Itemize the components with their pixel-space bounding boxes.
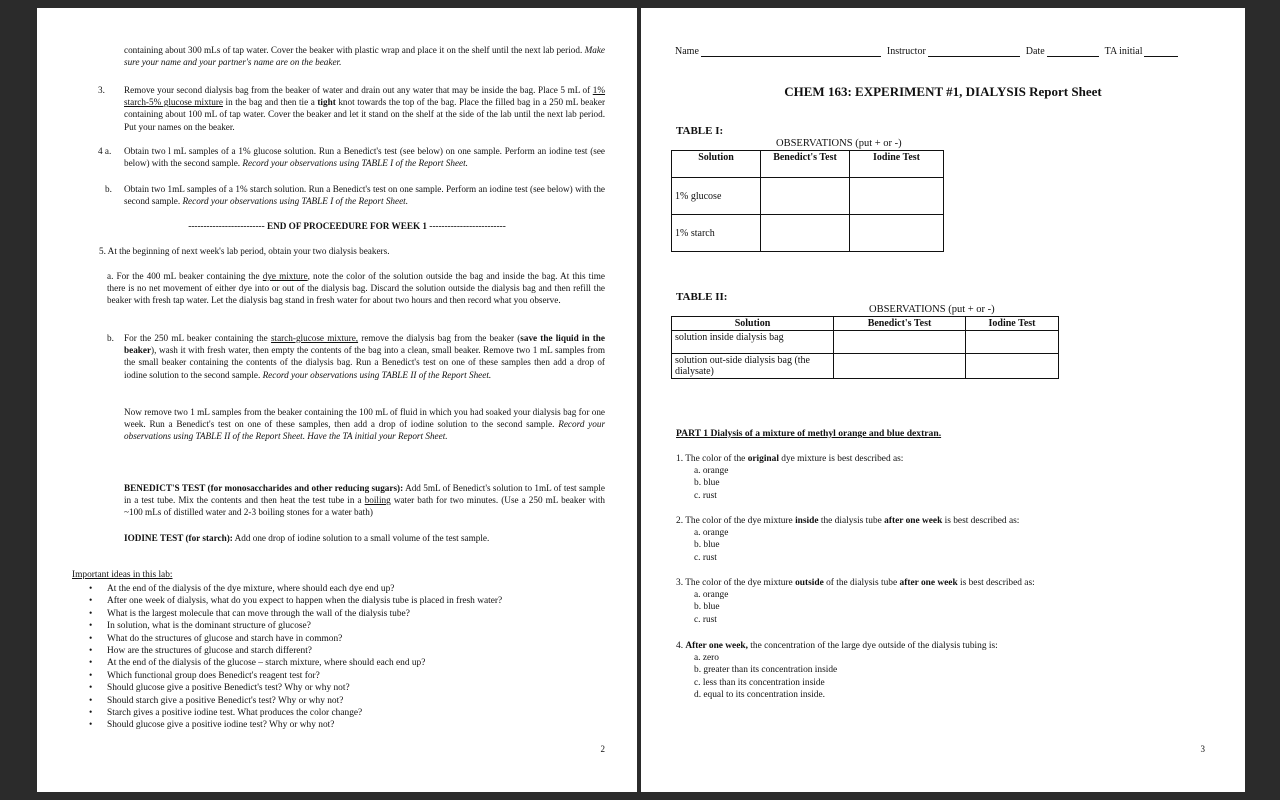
step5b-bold: save the liquid in the beaker xyxy=(124,333,605,356)
q1-option-c[interactable]: c. rust xyxy=(694,490,717,501)
question-2 xyxy=(676,515,1019,564)
table-row xyxy=(672,354,1059,379)
page-2 xyxy=(37,8,637,792)
table2-cell-inside-iodine[interactable] xyxy=(966,331,1059,354)
list-item: • At the end of the dialysis of the glucose – starch mixture, where should each end up? xyxy=(89,657,502,669)
q2-text-pre: 2. The color of the dye mixture xyxy=(676,516,793,526)
table2-observations-header: OBSERVATIONS (put + or -) xyxy=(869,304,995,315)
table-row xyxy=(672,178,944,215)
table2-cell-outside-iodine[interactable] xyxy=(966,354,1059,379)
q4-bold: After one week, xyxy=(685,641,748,651)
q2-option-a[interactable]: a. orange xyxy=(694,528,729,539)
benedicts-test-text-a: Add 5mL of Benedict's solution to 1mL of test sample in a test tube. Mix the contents and then heat the test tube in a xyxy=(124,483,605,506)
benedicts-test-underlined: boiling xyxy=(364,495,391,506)
table1-header-benedicts: Benedict's Test xyxy=(761,151,850,178)
table-row xyxy=(672,151,944,178)
table2-label: TABLE II: xyxy=(676,291,728,303)
important-ideas-list xyxy=(89,583,502,732)
q1-option-b[interactable]: b. blue xyxy=(694,478,720,489)
q4-option-a[interactable]: a. zero xyxy=(694,653,719,664)
step-4b xyxy=(105,183,605,207)
question-4 xyxy=(676,640,998,701)
ta-initial-label: TA initial xyxy=(1104,46,1143,57)
step-5: 5. At the beginning of next week's lab period, obtain your two dialysis beakers. xyxy=(99,246,390,256)
step5b-underlined: starch-glucose mixture, xyxy=(270,333,359,343)
now-remove-paragraph xyxy=(124,406,605,443)
table1 xyxy=(671,150,944,252)
page-3 xyxy=(641,8,1245,792)
table1-cell-starch-benedicts[interactable] xyxy=(761,215,850,252)
q4-text-pre: 4. xyxy=(676,641,684,651)
q2-bold-week: after one week xyxy=(884,516,943,526)
step4b-number: b. xyxy=(105,184,112,194)
instructor-field[interactable] xyxy=(928,47,1020,57)
step4a-number: 4 a. xyxy=(98,146,112,156)
step4a-text: Obtain two l mL samples of a 1% glucose solution. Run a Benedict's test (see below) on one sample. Perform an iodine test (see below) with the second sample. xyxy=(124,146,605,169)
now-remove-text: Now remove two 1 mL samples from the beaker containing the 100 mL of fluid in which you had soaked your dialysis bag for one week. Run a Benedict's test on one of these samples, then add a drop of iodine solution to the second sample. xyxy=(124,407,605,430)
table1-header-iodine: Iodine Test xyxy=(850,151,944,178)
table2-cell-inside-benedicts[interactable] xyxy=(834,331,966,354)
step2-continued xyxy=(124,44,605,68)
instructor-label: Instructor xyxy=(886,46,926,57)
q3-text-post: is best described as: xyxy=(960,578,1035,588)
table2-header-solution: Solution xyxy=(672,317,834,331)
iodine-test-heading: IODINE TEST (for starch): xyxy=(124,533,233,543)
page-title: CHEM 163: EXPERIMENT #1, DIALYSIS Report Sheet xyxy=(784,84,1102,99)
question-3 xyxy=(676,577,1035,626)
q3-text-pre: 3. The color of the dye mixture xyxy=(676,578,793,588)
list-item: • Which functional group does Benedict's reagent test for? xyxy=(89,670,502,682)
end-of-week1: ------------------------- END OF PROCEEDURE FOR WEEK 1 ------------------------- xyxy=(188,221,506,231)
list-item: • In solution, what is the dominant structure of glucose? xyxy=(89,620,502,632)
table1-header-solution: Solution xyxy=(672,151,761,178)
step5a-underlined: dye mixture xyxy=(262,271,308,281)
q3-option-b[interactable]: b. blue xyxy=(694,602,720,613)
step3-text-a: Remove your second dialysis bag from the beaker of water and drain out any water that may be inside the bag. Place 5 mL of xyxy=(124,85,591,95)
table-row xyxy=(672,331,1059,354)
date-field[interactable] xyxy=(1047,47,1099,57)
benedicts-test-heading: BENEDICT'S TEST (for monosaccharides and other reducing sugars): xyxy=(124,483,404,493)
table1-cell-starch-iodine[interactable] xyxy=(850,215,944,252)
table2-cell-outside-benedicts[interactable] xyxy=(834,354,966,379)
step-5a xyxy=(107,270,605,307)
list-item: • What is the largest molecule that can move through the wall of the dialysis tube? xyxy=(89,608,502,620)
name-field[interactable] xyxy=(701,47,881,57)
step4b-text: Obtain two 1mL samples of a 1% starch solution. Run a Benedict's test on one sample. Perform an iodine test (see below) with the second sample. xyxy=(124,184,605,207)
page-number: 3 xyxy=(1200,744,1205,754)
list-item: • How are the structures of glucose and starch different? xyxy=(89,645,502,657)
q4-text-post: the concentration of the large dye outside of the dialysis tubing is: xyxy=(750,641,998,651)
step5b-number: b. xyxy=(107,333,114,343)
iodine-test-text: Add one drop of iodine solution to a small volume of the test sample. xyxy=(234,533,490,543)
list-item: • At the end of the dialysis of the dye mixture, where should each dye end up? xyxy=(89,583,502,595)
q2-option-b[interactable]: b. blue xyxy=(694,540,720,551)
part1-heading: PART 1 Dialysis of a mixture of methyl orange and blue dextran. xyxy=(676,428,942,439)
table2-row-outside: solution out-side dialysis bag (the dialysate) xyxy=(672,354,834,379)
step4b-italic: Record your observations using TABLE I of the Report Sheet. xyxy=(182,196,409,207)
question-1 xyxy=(676,453,903,502)
step5b-text-mid: remove the dialysis bag from the beaker ( xyxy=(361,333,521,343)
step-5b xyxy=(107,332,605,381)
list-item: • After one week of dialysis, what do you expect to happen when the dialysis tube is placed in fresh water? xyxy=(89,595,502,607)
q1-text-post: dye mixture is best described as: xyxy=(781,454,904,464)
step2-italic-note: Make sure your name and your partner's name are on the beaker. xyxy=(124,45,606,68)
table2 xyxy=(671,316,1059,379)
step5b-text-pre: For the 250 mL beaker containing the xyxy=(124,333,268,343)
list-item: • Should starch give a positive Benedict's test? Why or why not? xyxy=(89,695,502,707)
step3-bold: tight xyxy=(317,97,336,108)
list-item: • Starch gives a positive iodine test. What produces the color change? xyxy=(89,707,502,719)
report-header-fields xyxy=(675,46,1209,57)
q2-bold-inside: inside xyxy=(795,516,819,526)
table2-header-benedicts: Benedict's Test xyxy=(834,317,966,331)
table1-cell-glucose-benedicts[interactable] xyxy=(761,178,850,215)
q3-option-a[interactable]: a. orange xyxy=(694,590,729,601)
benedicts-test xyxy=(124,482,605,519)
q3-option-c[interactable]: c. rust xyxy=(694,614,717,625)
step-4a xyxy=(98,145,605,169)
important-ideas-title: Important ideas in this lab: xyxy=(72,570,173,580)
q4-option-d[interactable]: d. equal to its concentration inside. xyxy=(694,689,825,700)
page-number: 2 xyxy=(600,744,605,754)
list-item: • Should glucose give a positive Benedict's test? Why or why not? xyxy=(89,682,502,694)
q1-text-pre: 1. The color of the xyxy=(676,454,746,464)
q2-option-c[interactable]: c. rust xyxy=(694,552,717,563)
q4-option-c[interactable]: c. less than its concentration inside xyxy=(694,677,825,688)
q1-option-a[interactable]: a. orange xyxy=(694,466,729,477)
table1-row-starch: 1% starch xyxy=(672,215,761,252)
q3-bold-outside: outside xyxy=(795,578,824,588)
iodine-test xyxy=(124,532,605,544)
list-item: • What do the structures of glucose and starch have in common? xyxy=(89,633,502,645)
step-3 xyxy=(98,84,605,133)
step2-text: containing about 300 mLs of tap water. Cover the beaker with plastic wrap and place it on the shelf until the next lab period. xyxy=(124,45,583,55)
step5a-text-pre: a. For the 400 mL beaker containing the xyxy=(107,271,260,281)
ta-initial-field[interactable] xyxy=(1144,47,1178,57)
table1-cell-glucose-iodine[interactable] xyxy=(850,178,944,215)
q2-text-mid: the dialysis tube xyxy=(820,516,882,526)
step5a-text-post: , note the color of the solution outside the bag and inside the bag. At this time there is no net movement of either dye into or out of the dialysis bag. Discard the solution outside the dialysis bag and then refill the beaker with fresh tap water. Let the dialysis bag stand in fresh water for about two hours and then record what you observe. xyxy=(107,271,606,306)
q1-bold: original xyxy=(747,454,779,464)
step5b-text-post: ), wash it with fresh water, then empty the contents of the bag into a clean, small beaker. Remove two 1 mL samples from the small beaker containing the contents of the dialysis bag. Run a Benedict's test on one of these samples then add a drop of iodine solution to the second sample. xyxy=(124,345,605,380)
q2-text-post: is best described as: xyxy=(944,516,1020,526)
list-item: • Should glucose give a positive iodine test? Why or why not? xyxy=(89,719,502,731)
table1-label: TABLE I: xyxy=(676,125,724,137)
step3-number: 3. xyxy=(98,85,105,95)
table1-row-glucose: 1% glucose xyxy=(672,178,761,215)
table2-header-iodine: Iodine Test xyxy=(966,317,1059,331)
table-row xyxy=(672,215,944,252)
q3-bold-week: after one week xyxy=(899,578,958,588)
now-remove-italic: Record your observations using TABLE II of the Report Sheet. Have the TA initial your Report Sheet. xyxy=(124,419,606,442)
name-label: Name xyxy=(675,46,699,57)
benedicts-test-text-b: water bath for two minutes. (Use a 250 mL beaker with ~100 mLs of distilled water and 2-3 boiling stones for a water bath) xyxy=(124,495,606,518)
step4a-italic: Record your observations using TABLE I of the Report Sheet. xyxy=(242,158,468,169)
table1-observations-header: OBSERVATIONS (put + or -) xyxy=(776,138,902,149)
q4-option-b[interactable]: b. greater than its concentration inside xyxy=(694,665,838,676)
q3-text-mid: of the dialysis tube xyxy=(826,578,898,588)
step3-text-c: knot towards the top of the bag. Place the filled bag in a 250 mL beaker containing about 100 mL of tap water. Cover the beaker and let it stand on the shelf at the side of the lab until the next lab period. Put your names on the beaker. xyxy=(124,97,606,132)
table-row xyxy=(672,317,1059,331)
table2-row-inside: solution inside dialysis bag xyxy=(672,331,834,354)
step3-text-b: in the bag and then tie a xyxy=(225,97,315,108)
date-label: Date xyxy=(1025,46,1045,57)
step3-underlined: 1% starch-5% glucose mixture xyxy=(124,85,606,108)
step5b-italic: Record your observations using TABLE II of the Report Sheet. xyxy=(262,369,492,380)
